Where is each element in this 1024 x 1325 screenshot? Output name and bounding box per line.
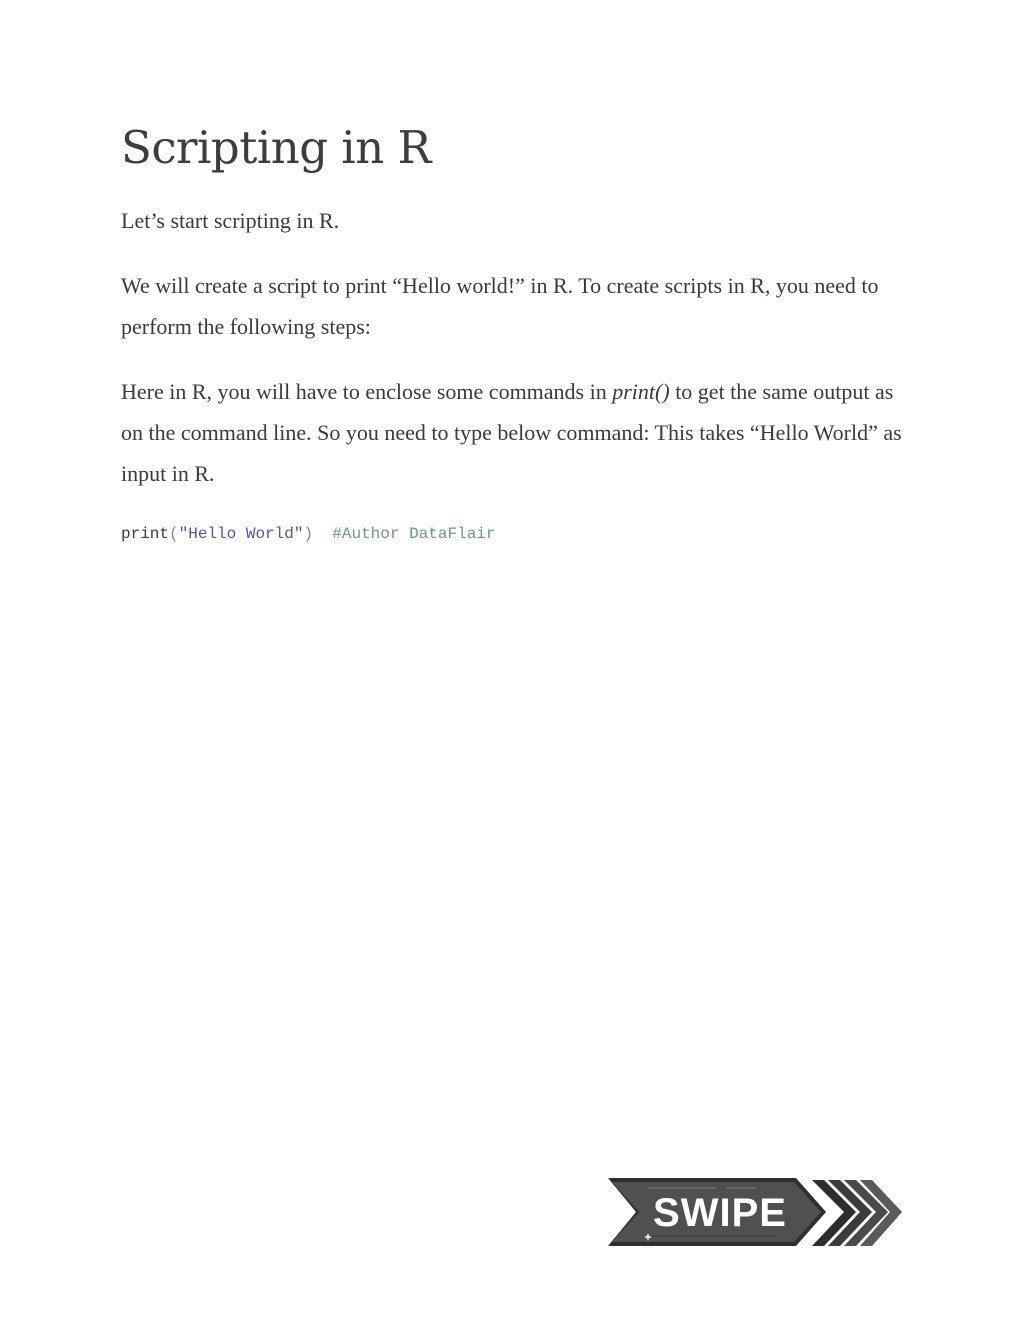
code-open-paren: ( xyxy=(169,525,179,543)
paragraph-text-before: Here in R, you will have to enclose some commands in xyxy=(121,379,613,404)
swipe-banner[interactable] xyxy=(606,1176,902,1250)
code-spacer xyxy=(313,525,332,543)
code-function: print xyxy=(121,525,170,543)
print-function-emphasis: print() xyxy=(612,379,670,404)
code-snippet xyxy=(121,523,911,545)
paragraph-text-after: to get the same output as on the command line. So you need to type below command: This takes “Hello World” as input in R. xyxy=(121,379,902,486)
swipe-banner-graphic xyxy=(606,1176,902,1250)
print-explanation-paragraph xyxy=(121,371,911,494)
swipe-label: SWIPE xyxy=(653,1191,787,1235)
steps-paragraph: We will create a script to print “Hello world!” in R. To create scripts in R, you need to perform the following steps: xyxy=(121,273,879,339)
code-string: "Hello World" xyxy=(178,525,304,543)
chevron-arrows-icon xyxy=(812,1180,902,1246)
article xyxy=(121,118,911,545)
page-title: Scripting in R xyxy=(121,121,431,174)
code-close-paren: ) xyxy=(303,525,314,543)
intro-paragraph: Let’s start scripting in R. xyxy=(121,208,340,233)
code-comment: #Author DataFlair xyxy=(332,525,496,543)
